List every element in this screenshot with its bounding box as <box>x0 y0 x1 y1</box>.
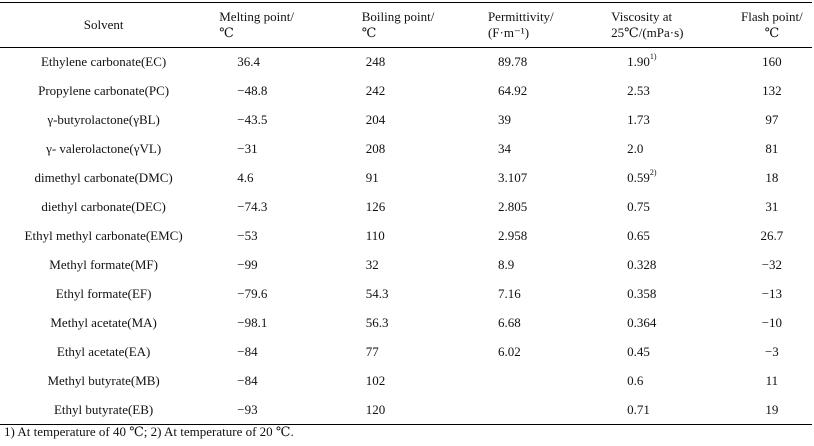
cell-solvent <box>0 251 207 280</box>
cell-solvent-value: Ethyl methyl carbonate(EMC) <box>24 228 183 243</box>
cell-viscosity-value: 1.73 <box>627 112 650 127</box>
cell-boiling-point <box>350 251 476 280</box>
cell-permittivity <box>476 367 599 396</box>
cell-permittivity-value: 8.9 <box>497 257 515 272</box>
cell-boiling-point-value: 110 <box>365 228 385 243</box>
header-boiling-line2: ℃ <box>361 25 377 40</box>
cell-boiling-point-value: 208 <box>365 141 386 156</box>
header-melting-point <box>207 3 350 48</box>
cell-melting-point-value: −43.5 <box>237 112 268 127</box>
cell-solvent <box>0 222 207 251</box>
cell-flash-point <box>732 396 812 425</box>
header-melting-line2: ℃ <box>219 25 234 40</box>
header-melting-line1: Melting point/ <box>219 9 294 24</box>
cell-boiling-point-value: 248 <box>365 54 386 70</box>
cell-boiling-point <box>350 309 476 338</box>
cell-flash-point-value: 26.7 <box>760 228 784 243</box>
cell-viscosity-value: 2.0 <box>627 141 644 156</box>
cell-boiling-point <box>350 338 476 367</box>
header-solvent: Solvent <box>0 3 207 48</box>
cell-boiling-point-value: 242 <box>365 83 386 98</box>
cell-permittivity-value: 39 <box>497 112 511 127</box>
cell-solvent-value: Ethyl acetate(EA) <box>56 344 151 359</box>
cell-viscosity <box>599 338 732 367</box>
table-header <box>0 3 812 48</box>
cell-viscosity-value: 0.358 <box>627 286 657 301</box>
table-row <box>0 193 812 222</box>
cell-melting-point <box>207 280 350 309</box>
cell-flash-point <box>732 309 812 338</box>
cell-solvent <box>0 396 207 425</box>
cell-solvent-value: γ-butyrolactone(γBL) <box>47 112 160 127</box>
cell-flash-point <box>732 222 812 251</box>
cell-boiling-point-value: 32 <box>365 257 379 272</box>
cell-viscosity <box>599 48 732 77</box>
cell-viscosity <box>599 367 732 396</box>
cell-permittivity <box>476 222 599 251</box>
cell-flash-point-value: 132 <box>762 83 782 98</box>
cell-flash-point-value: 97 <box>765 112 779 127</box>
cell-flash-point <box>732 48 812 77</box>
cell-melting-point-value: −93 <box>237 401 258 417</box>
header-flash-line1: Flash point/ <box>740 9 803 24</box>
cell-boiling-point-value: 77 <box>365 344 379 359</box>
cell-boiling-point <box>350 135 476 164</box>
cell-melting-point <box>207 193 350 222</box>
cell-flash-point-value: 160 <box>762 54 782 70</box>
cell-boiling-point-value: 120 <box>365 401 386 417</box>
cell-flash-point-value: −3 <box>764 344 779 359</box>
viscosity-footnote-marker: 1) <box>649 52 657 62</box>
cell-melting-point <box>207 396 350 425</box>
cell-flash-point <box>732 367 812 396</box>
cell-solvent-value: Ethyl formate(EF) <box>55 286 152 301</box>
header-flash-point <box>732 3 812 48</box>
cell-viscosity <box>599 309 732 338</box>
cell-solvent <box>0 280 207 309</box>
cell-boiling-point <box>350 48 476 77</box>
cell-viscosity <box>599 396 732 425</box>
cell-permittivity-value: 89.78 <box>497 54 528 70</box>
cell-melting-point <box>207 367 350 396</box>
cell-permittivity-value: 2.805 <box>497 199 528 214</box>
header-permittivity <box>476 3 599 48</box>
cell-flash-point <box>732 164 812 193</box>
cell-permittivity <box>476 251 599 280</box>
table-row <box>0 48 812 77</box>
cell-viscosity <box>599 193 732 222</box>
cell-viscosity <box>599 164 732 193</box>
cell-boiling-point <box>350 280 476 309</box>
cell-melting-point <box>207 164 350 193</box>
cell-melting-point-value: −98.1 <box>237 315 268 330</box>
table-row <box>0 338 812 367</box>
cell-solvent <box>0 309 207 338</box>
table-row <box>0 251 812 280</box>
cell-viscosity <box>599 251 732 280</box>
cell-permittivity <box>476 338 599 367</box>
cell-viscosity-value: 0.364 <box>627 315 657 330</box>
cell-solvent-value: Methyl formate(MF) <box>49 257 158 272</box>
cell-viscosity <box>599 106 732 135</box>
cell-permittivity-value: 64.92 <box>497 83 528 98</box>
cell-permittivity-value: 6.02 <box>497 344 521 359</box>
cell-flash-point-value: 18 <box>765 170 779 185</box>
table-row <box>0 222 812 251</box>
cell-melting-point-value: −48.8 <box>237 83 268 98</box>
cell-boiling-point <box>350 106 476 135</box>
cell-permittivity-value: 2.958 <box>497 228 528 243</box>
cell-boiling-point <box>350 367 476 396</box>
header-flash-line2: ℃ <box>764 25 780 40</box>
table-footnote: 1) At temperature of 40 ℃; 2) At temperature of 20 ℃. <box>4 424 294 439</box>
cell-boiling-point-value: 56.3 <box>365 315 389 330</box>
cell-flash-point <box>732 106 812 135</box>
cell-flash-point-value: −32 <box>761 257 783 272</box>
cell-permittivity-value: 6.68 <box>497 315 521 330</box>
solvent-properties-table <box>0 2 812 425</box>
cell-boiling-point <box>350 164 476 193</box>
cell-solvent-value: dimethyl carbonate(DMC) <box>34 170 173 185</box>
header-viscosity-line2: 25℃/(mPa·s) <box>611 25 684 40</box>
cell-boiling-point-value: 126 <box>365 199 386 214</box>
table-row <box>0 77 812 106</box>
cell-solvent <box>0 106 207 135</box>
cell-solvent-value: diethyl carbonate(DEC) <box>41 199 166 214</box>
cell-melting-point <box>207 106 350 135</box>
cell-melting-point <box>207 309 350 338</box>
table-row <box>0 164 812 193</box>
cell-viscosity-value: 0.71 <box>627 401 650 417</box>
cell-solvent <box>0 48 207 77</box>
cell-permittivity-value: 3.107 <box>497 170 528 185</box>
cell-viscosity-value: 0.6 <box>627 373 644 388</box>
table-body <box>0 48 812 425</box>
cell-permittivity <box>476 193 599 222</box>
viscosity-footnote-marker: 2) <box>649 168 657 177</box>
cell-solvent-value: γ- valerolactone(γVL) <box>46 141 162 156</box>
cell-melting-point-value: −79.6 <box>237 286 268 301</box>
cell-melting-point-value: −31 <box>237 141 258 156</box>
cell-boiling-point-value: 102 <box>365 373 386 388</box>
cell-flash-point <box>732 193 812 222</box>
cell-permittivity <box>476 135 599 164</box>
table-row <box>0 135 812 164</box>
header-viscosity <box>599 3 732 48</box>
cell-solvent-value: Methyl acetate(MA) <box>50 315 157 330</box>
cell-permittivity <box>476 77 599 106</box>
cell-flash-point <box>732 77 812 106</box>
cell-melting-point <box>207 222 350 251</box>
cell-melting-point <box>207 135 350 164</box>
cell-boiling-point-value: 91 <box>365 170 379 185</box>
cell-flash-point-value: 11 <box>765 373 779 388</box>
table-row <box>0 367 812 396</box>
cell-viscosity <box>599 222 732 251</box>
cell-flash-point <box>732 280 812 309</box>
cell-solvent-value: Ethyl butyrate(EB) <box>53 401 154 417</box>
cell-viscosity <box>599 280 732 309</box>
cell-melting-point-value: −84 <box>237 373 258 388</box>
cell-melting-point-value: −74.3 <box>237 199 268 214</box>
cell-melting-point <box>207 338 350 367</box>
cell-melting-point-value: 36.4 <box>237 54 260 70</box>
cell-permittivity <box>476 280 599 309</box>
cell-permittivity <box>476 106 599 135</box>
cell-boiling-point <box>350 396 476 425</box>
cell-boiling-point <box>350 222 476 251</box>
cell-flash-point <box>732 251 812 280</box>
table-row <box>0 309 812 338</box>
cell-flash-point-value: −10 <box>761 315 783 330</box>
cell-solvent <box>0 193 207 222</box>
cell-flash-point-value: 31 <box>765 199 779 214</box>
cell-boiling-point <box>350 77 476 106</box>
cell-viscosity-value: 0.75 <box>627 199 650 214</box>
cell-melting-point <box>207 251 350 280</box>
cell-flash-point-value: 19 <box>765 401 779 417</box>
cell-melting-point-value: −99 <box>237 257 258 272</box>
cell-solvent-value: Ethylene carbonate(EC) <box>40 54 167 70</box>
cell-solvent-value: Methyl butyrate(MB) <box>47 373 160 388</box>
cell-permittivity <box>476 309 599 338</box>
header-permittivity-line1: Permittivity/ <box>487 9 554 24</box>
cell-flash-point <box>732 135 812 164</box>
header-permittivity-line2: (F·m⁻¹) <box>487 25 530 40</box>
cell-viscosity-value: 0.45 <box>627 344 650 359</box>
cell-melting-point <box>207 48 350 77</box>
cell-solvent <box>0 77 207 106</box>
cell-flash-point-value: −13 <box>761 286 783 301</box>
cell-boiling-point <box>350 193 476 222</box>
cell-viscosity <box>599 77 732 106</box>
cell-flash-point-value: 81 <box>765 141 779 156</box>
cell-viscosity-value: 0.59 <box>627 170 650 185</box>
cell-viscosity <box>599 135 732 164</box>
header-viscosity-line1: Viscosity at <box>611 9 673 24</box>
cell-solvent <box>0 164 207 193</box>
cell-solvent <box>0 367 207 396</box>
header-row <box>0 3 812 48</box>
table-row <box>0 280 812 309</box>
cell-boiling-point-value: 54.3 <box>365 286 389 301</box>
cell-melting-point <box>207 77 350 106</box>
cell-solvent <box>0 338 207 367</box>
header-boiling-line1: Boiling point/ <box>361 9 435 24</box>
cell-permittivity <box>476 48 599 77</box>
cell-solvent-value: Propylene carbonate(PC) <box>38 83 170 98</box>
cell-solvent <box>0 135 207 164</box>
table-row <box>0 396 812 425</box>
cell-permittivity <box>476 396 599 425</box>
cell-melting-point-value: 4.6 <box>237 170 254 185</box>
cell-viscosity-value: 0.328 <box>627 257 657 272</box>
cell-permittivity-value: 7.16 <box>497 286 521 301</box>
cell-viscosity-value: 2.53 <box>627 83 650 98</box>
cell-viscosity-value: 0.65 <box>627 228 650 243</box>
cell-flash-point <box>732 338 812 367</box>
cell-melting-point-value: −53 <box>237 228 258 243</box>
cell-permittivity <box>476 164 599 193</box>
cell-melting-point-value: −84 <box>237 344 258 359</box>
cell-permittivity-value: 34 <box>497 141 511 156</box>
header-boiling-point <box>350 3 476 48</box>
cell-boiling-point-value: 204 <box>365 112 386 127</box>
table-row <box>0 106 812 135</box>
cell-viscosity-value: 1.90 <box>627 54 650 70</box>
